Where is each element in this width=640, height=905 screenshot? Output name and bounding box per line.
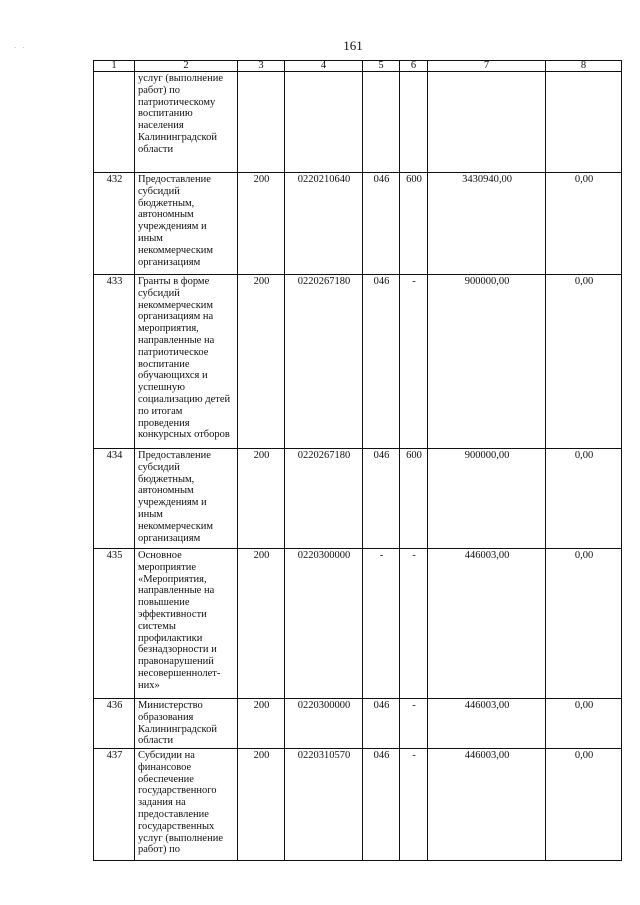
row-col-3: 200 bbox=[238, 449, 285, 549]
row-col-4: 0220210640 bbox=[285, 173, 363, 275]
row-name: Предоставление субсидий бюджетным, автономным учреждениям и иным некоммерческим организациям bbox=[135, 449, 238, 549]
row-col-4: 0220300000 bbox=[285, 549, 363, 699]
table-row bbox=[94, 72, 622, 173]
header-col-5: 5 bbox=[363, 61, 400, 72]
header-col-8: 8 bbox=[546, 61, 622, 72]
row-col-4: 0220267180 bbox=[285, 449, 363, 549]
header-col-3: 3 bbox=[238, 61, 285, 72]
row-col-8: 0,00 bbox=[546, 449, 622, 549]
row-number: 436 bbox=[94, 699, 135, 749]
table-row bbox=[94, 699, 622, 749]
page-number: 161 bbox=[343, 38, 363, 53]
row-col-7: 3430940,00 bbox=[428, 173, 546, 275]
row-number: 434 bbox=[94, 449, 135, 549]
row-name: Субсидии на финансовое обеспечение государственного задания на предоставление государственных услуг (выполнение работ) по bbox=[135, 749, 238, 861]
row-col-3: 200 bbox=[238, 549, 285, 699]
row-col-3: 200 bbox=[238, 275, 285, 449]
row-col-8: 0,00 bbox=[546, 549, 622, 699]
row-col-6: - bbox=[400, 549, 428, 699]
header-col-2: 2 bbox=[135, 61, 238, 72]
row-col-6: 600 bbox=[400, 173, 428, 275]
row-col-7: 900000,00 bbox=[428, 275, 546, 449]
row-col-5: 046 bbox=[363, 699, 400, 749]
row-name: Основное мероприятие «Мероприятия, направленные на повышение эффективности системы профилактики безнадзорности и правонарушений несовершеннолет- них» bbox=[135, 549, 238, 699]
row-col-7: 446003,00 bbox=[428, 699, 546, 749]
row-col-5 bbox=[363, 72, 400, 173]
budget-table bbox=[93, 60, 622, 861]
table-row bbox=[94, 749, 622, 861]
row-col-7: 900000,00 bbox=[428, 449, 546, 549]
row-col-5: - bbox=[363, 549, 400, 699]
row-col-5: 046 bbox=[363, 275, 400, 449]
row-number: 435 bbox=[94, 549, 135, 699]
table-row bbox=[94, 549, 622, 699]
row-col-7: 446003,00 bbox=[428, 549, 546, 699]
row-col-7 bbox=[428, 72, 546, 173]
row-number: 437 bbox=[94, 749, 135, 861]
row-col-6 bbox=[400, 72, 428, 173]
row-col-7: 446003,00 bbox=[428, 749, 546, 861]
row-col-4 bbox=[285, 72, 363, 173]
table-header-row bbox=[94, 61, 622, 72]
row-number: 432 bbox=[94, 173, 135, 275]
header-col-6: 6 bbox=[400, 61, 428, 72]
margin-mark: · · bbox=[14, 44, 27, 52]
table-row bbox=[94, 275, 622, 449]
row-col-4: 0220310570 bbox=[285, 749, 363, 861]
row-col-6: - bbox=[400, 749, 428, 861]
row-col-8: 0,00 bbox=[546, 173, 622, 275]
header-col-4: 4 bbox=[285, 61, 363, 72]
row-col-8: 0,00 bbox=[546, 275, 622, 449]
row-name: Предоставление субсидий бюджетным, автономным учреждениям и иным некоммерческим организациям bbox=[135, 173, 238, 275]
row-col-3: 200 bbox=[238, 749, 285, 861]
row-col-4: 0220267180 bbox=[285, 275, 363, 449]
row-col-5: 046 bbox=[363, 449, 400, 549]
row-col-6: 600 bbox=[400, 449, 428, 549]
header-col-7: 7 bbox=[428, 61, 546, 72]
row-col-8: 0,00 bbox=[546, 699, 622, 749]
row-col-3: 200 bbox=[238, 699, 285, 749]
row-col-5: 046 bbox=[363, 749, 400, 861]
row-name: Гранты в форме субсидий некоммерческим организациям на мероприятия, направленные на патриотическое воспитание обучающихся и успешную социализацию детей по итогам проведения конкурсных отборов bbox=[135, 275, 238, 449]
row-name: услуг (выполнение работ) по патриотическому воспитанию населения Калининградской области bbox=[135, 72, 238, 173]
row-col-6: - bbox=[400, 699, 428, 749]
row-col-6: - bbox=[400, 275, 428, 449]
row-col-3: 200 bbox=[238, 173, 285, 275]
row-col-8 bbox=[546, 72, 622, 173]
row-name: Министерство образования Калининградской области bbox=[135, 699, 238, 749]
row-col-4: 0220300000 bbox=[285, 699, 363, 749]
table-row bbox=[94, 173, 622, 275]
table-row bbox=[94, 449, 622, 549]
header-col-1: 1 bbox=[94, 61, 135, 72]
row-col-5: 046 bbox=[363, 173, 400, 275]
row-number: 433 bbox=[94, 275, 135, 449]
row-number bbox=[94, 72, 135, 173]
row-col-8: 0,00 bbox=[546, 749, 622, 861]
row-col-3 bbox=[238, 72, 285, 173]
